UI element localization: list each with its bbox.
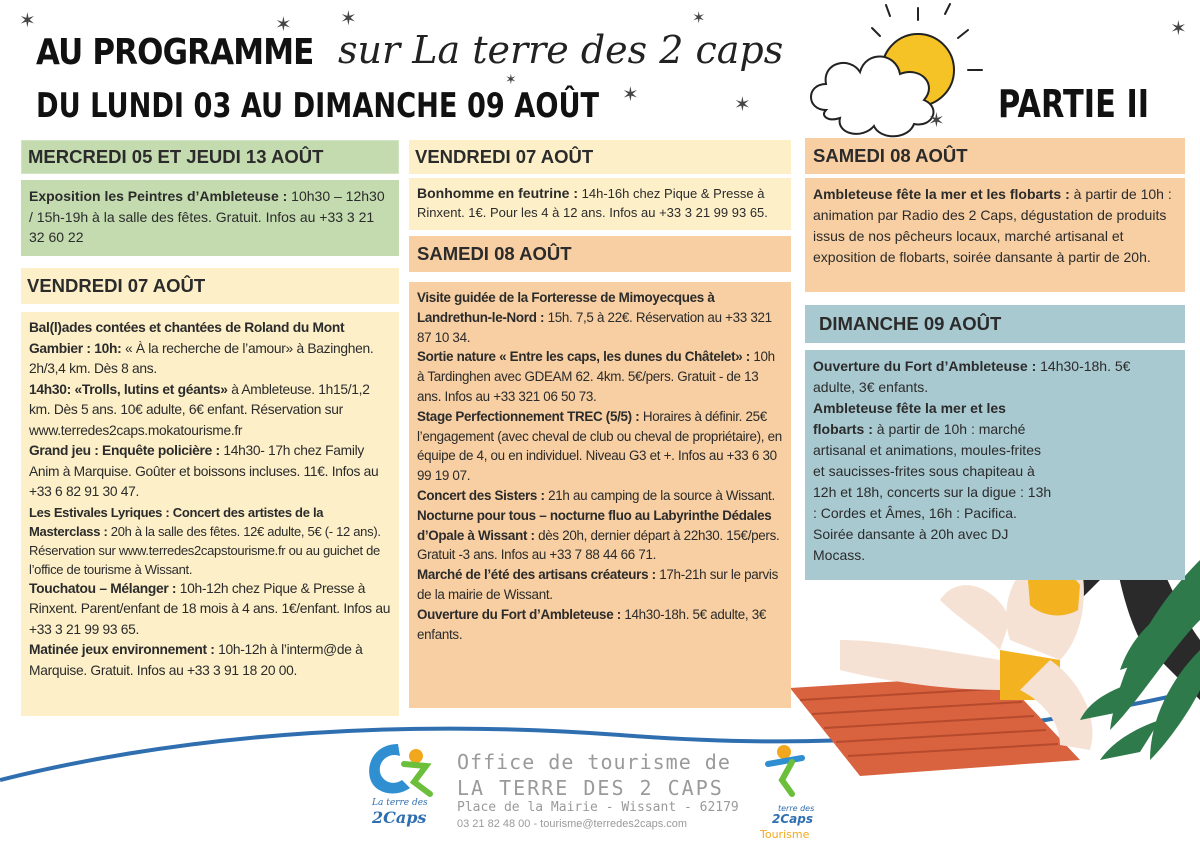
star-icon: ✶ — [928, 108, 945, 132]
event-item — [417, 184, 783, 222]
part-label: PARTIE II — [998, 82, 1150, 126]
event-name: Exposition les Peintres d’Ambleteuse : — [29, 188, 288, 204]
event-details: à partir de 10h : animation par Radio des 2 Caps, dégustation de produits issus de nos pêcheurs locaux, marché artisanal et exposition de flobarts, soirée dansante à partir de 20h. — [813, 186, 1172, 265]
logo-left — [360, 738, 440, 798]
event-details: à partir de 10h : marché artisanal et animations, moules-frites et saucisses-frites sous chapiteau à 12h et 18h, concerts sur la digue : 13h : Cordes et Âmes, 16h : Pacifica. Soirée dansante à 20h avec DJ Mocass. — [813, 421, 1052, 563]
event-details: 10h-12h à l’interm@de à Marquise. Gratuit. Infos au +33 3 91 18 20 00. — [29, 642, 363, 678]
event-details: dès 20h, dernier départ à 22h30. 15€/pers. Gratuit -3 ans. Infos au +33 7 88 44 66 71. — [417, 527, 780, 563]
event-name: Ouverture du Fort d’Ambleteuse : — [417, 606, 621, 622]
event-box — [21, 312, 399, 716]
page-subtitle-script: sur La terre des 2 caps — [338, 28, 784, 72]
event-item — [417, 288, 783, 347]
logo-right-text2: 2Caps — [772, 812, 813, 826]
event-details: 21h au camping de la source à Wissant. — [544, 487, 775, 503]
date-range-title: DU LUNDI 03 AU DIMANCHE 09 AOÛT — [36, 86, 600, 126]
star-icon: ✶ — [692, 8, 706, 27]
event-details: 14h30- 17h chez Family Anim à Marquise. Goûter et boissons incluses. 11€. Infos au +33 6 82 91 30 47. — [29, 443, 379, 499]
event-box — [21, 180, 399, 256]
event-item — [29, 640, 391, 681]
event-name: Visite guidée de la Forteresse de Mimoyecques à Landrethun-le-Nord : — [417, 290, 715, 325]
event-item — [29, 318, 391, 380]
event-details: 10h30 – 12h30 / 15h-19h à la salle des fêtes. Gratuit. Infos au +33 3 21 32 60 22 — [29, 188, 385, 245]
event-name: Ambleteuse fête la mer et les flobarts : — [813, 400, 1006, 437]
event-box — [805, 178, 1185, 292]
event-name: Bal(l)ades contées et chantées de Roland du Mont Gambier : 10h: — [29, 320, 345, 356]
section-heading: DIMANCHE 09 AOÛT — [805, 305, 1185, 343]
event-item — [29, 441, 391, 503]
event-item — [29, 380, 391, 442]
event-name: Bonhomme en feutrine : — [417, 185, 579, 201]
star-icon: ✶ — [505, 72, 517, 88]
logo-right-text3: Tourisme — [760, 828, 810, 841]
footer-line2: LA TERRE DES 2 CAPS — [457, 776, 724, 800]
star-icon: ✶ — [275, 12, 292, 36]
event-item — [813, 398, 1053, 566]
event-name: Grand jeu : Enquête policière : — [29, 443, 220, 458]
event-name: 14h30: «Trolls, lutins et géants» — [29, 381, 228, 397]
star-icon: ✶ — [1170, 16, 1187, 40]
event-box — [409, 282, 791, 708]
event-details: 17h-21h sur le parvis de la mairie de Wissant. — [417, 567, 778, 602]
section-heading: SAMEDI 08 AOÛT — [805, 138, 1185, 174]
page-title: AU PROGRAMME — [36, 32, 314, 73]
event-item — [29, 503, 391, 579]
event-details: Horaires à définir. 25€ l’engagement (avec cheval de club ou cheval de propriétaire), en équipe de 4, ou en individuel. Niveau G3 et +. Infos au +33 6 30 99 19 07. — [417, 408, 782, 484]
event-item — [813, 356, 1155, 398]
event-item — [417, 506, 783, 565]
event-details: « À la recherche de l’amour» à Bazinghen. 2h/3,4 km. Dès 8 ans. — [29, 340, 374, 376]
logo-right-text1: terre des — [778, 804, 815, 813]
event-item — [813, 184, 1177, 268]
star-icon: ✶ — [734, 92, 751, 116]
event-name: Concert des Sisters : — [417, 487, 545, 503]
event-name: Ouverture du Fort d’Ambleteuse : — [813, 358, 1037, 374]
event-details: 10h-12h chez Pique & Presse à Rinxent. Parent/enfant de 18 mois à 4 ans. 1€/enfant. Infos au +33 3 21 99 93 65. — [29, 580, 391, 637]
event-details: 15h. 7,5 à 22€. Réservation au +33 321 87 10 34. — [417, 309, 772, 345]
event-item — [417, 605, 783, 645]
event-details: 14h30-18h. 5€ adulte, 3€ enfants. — [813, 358, 1131, 395]
star-icon: ✶ — [340, 6, 357, 30]
section-heading: MERCREDI 05 ET JEUDI 13 AOÛT — [21, 140, 399, 174]
section-heading: SAMEDI 08 AOÛT — [409, 236, 791, 272]
section-heading: VENDREDI 07 AOÛT — [21, 268, 399, 304]
event-name: Matinée jeux environnement : — [29, 642, 215, 657]
event-box — [409, 178, 791, 230]
event-box — [805, 350, 1185, 580]
event-name: Stage Perfectionnement TREC (5/5) : — [417, 408, 640, 424]
footer-line4: 03 21 82 48 00 - tourisme@terredes2caps.com — [457, 818, 688, 830]
event-name: Nocturne pour tous – nocturne fluo au Labyrinthe Dédales d’Opale à Wissant : — [417, 507, 772, 543]
logo-left-text1: La terre des — [372, 798, 428, 808]
event-name: Touchatou – Mélanger : — [29, 580, 177, 596]
event-item — [417, 486, 783, 506]
footer-line3: Place de la Mairie - Wissant - 62179 — [457, 800, 739, 815]
event-name: Les Estivales Lyriques : Concert des artistes de la Masterclass : — [29, 504, 324, 539]
event-name: Sortie nature « Entre les caps, les dunes du Châtelet» : — [417, 349, 750, 365]
event-details: 14h30-18h. 5€ adulte, 3€ enfants. — [417, 606, 767, 642]
logo-left-text2: 2Caps — [372, 808, 427, 827]
logo-right — [762, 742, 822, 802]
event-item — [417, 565, 783, 605]
section-heading: VENDREDI 07 AOÛT — [409, 140, 791, 174]
event-details: 20h à la salle des fêtes. 12€ adulte, 5€ (- 12 ans). Réservation sur www.terredes2capstourisme.fr ou au guichet de l’office de tourisme à Wissant. — [29, 523, 381, 577]
event-details: 14h-16h chez Pique & Presse à Rinxent. 1€. Pour les 4 à 12 ans. Infos au +33 3 21 99 93 65. — [417, 186, 768, 220]
footer-line1: Office de tourisme de — [457, 750, 731, 774]
star-icon: ✶ — [19, 8, 36, 32]
event-item — [417, 407, 783, 486]
event-name: Ambleteuse fête la mer et les flobarts : — [813, 186, 1070, 202]
event-item — [417, 347, 783, 406]
event-item — [29, 186, 391, 248]
event-name: Marché de l’été des artisans créateurs : — [417, 567, 656, 583]
event-details: 10h à Tardinghen avec GDEAM 62. 4km. 5€/pers. Gratuit - de 13 ans. Infos au +33 321 06 50 73. — [417, 349, 775, 404]
event-details: à Ambleteuse. 1h15/1,2 km. Dès 5 ans. 10€ adulte, 6€ enfant. Réservation sur www.terredes2caps.mokatourisme.fr — [29, 381, 370, 438]
star-icon: ✶ — [622, 82, 639, 106]
event-item — [29, 579, 391, 641]
